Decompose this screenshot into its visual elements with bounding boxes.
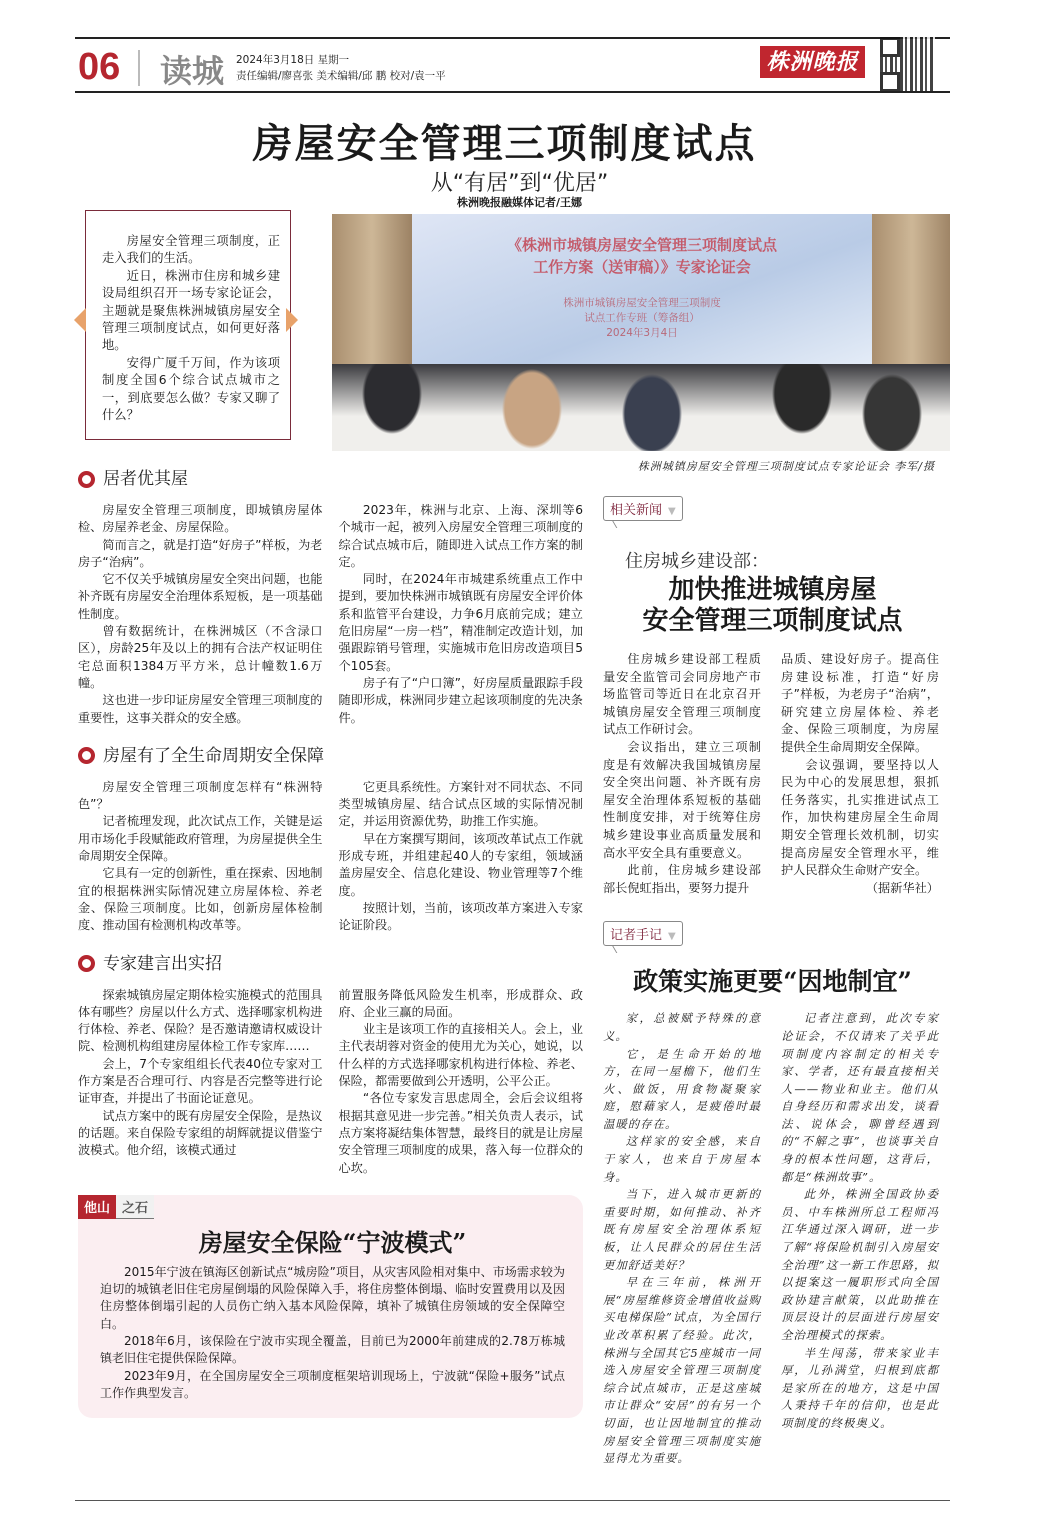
section-1-columns <box>78 502 583 727</box>
arrow-right-icon <box>286 308 298 332</box>
meeting-attendees <box>332 364 950 451</box>
header-rule <box>75 91 950 93</box>
bottom-rule <box>75 1500 950 1501</box>
section-2-columns <box>78 779 583 935</box>
news-title <box>600 575 945 637</box>
paragraph: 试点方案中的既有房屋安全保险，是热议的话题。来自保险专家组的胡辉就提议借鉴宁波模式。他介绍，该模式通过 <box>78 1108 323 1158</box>
paragraph: 它，是生命开始的地方，在同一屋檐下，他们生火、做饭，用食物凝聚家庭，慰藉家人，是疲倦时最温暖的存在。 <box>603 1046 761 1131</box>
bullet-circle-icon <box>78 471 95 488</box>
paragraph: 2015年宁波在镇海区创新试点“城房险”项目，从灾害风险相对集中、市场需求较为迫切的城镇老旧住宅房屋倒塌的风险保障入手，将住房整体倒塌、临时安置费用以及因住房整体倒塌引起的人员伤亡纳入基本风险保障，填补了城镇住房领域的安全保障空白。 <box>100 1264 565 1331</box>
paragraph: 曾有数据统计，在株洲城区（不含渌口区），房龄25年及以上的拥有合法产权证明住宅总面积1384万平方米，总计幢数1.6万幢。 <box>78 624 323 690</box>
paragraph: 2023年9月，在全国房屋安全三项制度框架培训现场上，宁波就“保险+服务”试点工作作典型发言。 <box>100 1368 565 1400</box>
arrow-left-icon <box>74 308 86 332</box>
byline: 株洲晚报融媒体记者/王娜 <box>456 196 583 209</box>
article-subtitle: 从“有居”到“优居” <box>430 171 609 196</box>
paragraph: 房屋安全管理三项制度，即城镇房屋体检、房屋养老金、房屋保险。 <box>78 503 323 535</box>
reporter-note-title: 政策实施更要“因地制宜” <box>633 967 912 997</box>
paragraph: “各位专家发言思虑周全，会后会议组将根据其意见进一步完善。”相关负责人表示，试点方案将凝结集体智慧，最终目的就是让房屋安全管理三项制度的成果，落入每一位群众的心坎。 <box>338 1091 583 1175</box>
paragraph: 2018年6月，该保险在宁波市实现全覆盖，目前已为2000年前建成的2.78万栋城镇老旧住宅提供保险保障。 <box>100 1333 565 1366</box>
meeting-photo <box>332 214 950 451</box>
paragraph: 当下，进入城市更新的重要时期，如何推动、补齐既有房屋安全治理体系短板，让人民群众的居住生活更加舒适美好？ <box>603 1187 761 1272</box>
news-col-2 <box>781 651 939 897</box>
bullet-circle-icon <box>78 955 95 972</box>
section-1-col-2 <box>339 502 584 727</box>
paragraph: 它具有一定的创新性，重在探索、因地制宜的根据株洲实际情况建立房屋体检、养老金、保险三项制度。比如，创新房屋体检制度、推动国有检测机构改革等。 <box>78 866 323 933</box>
paragraph: 此外，株洲全国政协委员、中车株洲所总工程师冯江华通过深入调研，进一步了解“将保险机制引入房屋安全治理”这一新工作思路，拟以提案这一履职形式向全国政协建言献策，以此助推在顶层设计的层面进行房屋安全治理模式的探索。 <box>781 1187 939 1342</box>
heading-text: 居者优其屋 <box>103 469 188 489</box>
box-title: 房屋安全保险“宁波模式” <box>198 1227 467 1257</box>
section-heading-1 <box>78 468 583 490</box>
section-heading-3 <box>78 953 583 975</box>
editor-credits: 责任编辑/廖喜张 美术编辑/邱 鹏 校对/袁一平 <box>236 70 446 82</box>
screen-org-1: 株洲市城镇房屋安全管理三项制度 <box>563 297 721 309</box>
news-source: （据新华社） <box>865 880 939 895</box>
article-title-text: 房屋安全管理三项制度试点 <box>252 121 757 167</box>
paragraph: 同时，在2024年市城建系统重点工作中提到，要加快株洲市城镇既有房屋安全评价体系和监管平台建设，力争6月底前完成；建立危旧房屋“一房一档”，精准制定改造计划，加强跟踪销号管理，实施城市危旧房改造项目5个105套。 <box>338 572 583 673</box>
ningbo-model-box <box>78 1195 583 1418</box>
paragraph: 简而言之，就是打造“好房子”样板，为老房子“治病”。 <box>78 537 323 569</box>
paragraph: 按照计划，当前，该项改革方案进入专家论证阶段。 <box>338 900 583 933</box>
qr-code-icon <box>880 37 935 92</box>
paragraph: 房屋安全管理三项制度，正走入我们的生活。 <box>102 234 280 266</box>
paragraph: 它不仅关乎城镇房屋安全突出问题，也能补齐既有房屋安全治理体系短板，是一项基础性制度。 <box>78 572 323 621</box>
intro-box <box>85 210 291 440</box>
screen-org-2: 试点工作专班（筹备组） <box>584 312 700 324</box>
paragraph: 探索城镇房屋定期体检实施模式的范围具体有哪些？房屋以什么方式、选择哪家机构进行体检、养老、保险？是否邀请邀请权威设计院、检测机构组建房屋体检工作专家库…… <box>78 987 323 1054</box>
section-3-columns <box>78 987 583 1177</box>
tag-part-b: 之石 <box>116 1195 154 1219</box>
screen-title-1: 《株洲市城镇房屋安全管理三项制度试点 <box>506 236 777 254</box>
heading-text: 专家建言出实招 <box>103 953 222 974</box>
box-tag <box>78 1195 565 1219</box>
triangle-down-icon: ▼ <box>668 931 676 943</box>
note-columns <box>600 1010 945 1467</box>
paragraph: 品质、建设好房子。提高住房建设标准，打造“好房子”样板，为老房子“治病”，研究建立房屋体检、养老金、保险三项制度，为房屋提供全生命周期安全保障。 <box>781 652 939 754</box>
section-3-col-2 <box>339 987 584 1177</box>
main-article-body <box>78 468 583 1418</box>
section-2-col-2 <box>339 779 584 935</box>
note-col-1 <box>603 1010 761 1467</box>
section-name: 读城 <box>160 52 225 90</box>
paragraph: 此前，住房城乡建设部部长倪虹指出，要努力提升 <box>603 863 761 895</box>
paragraph: 这样家的安全感，来自于家人，也来自于房屋本身。 <box>603 1134 761 1184</box>
paragraph: 家，总被赋予特殊的意义。 <box>603 1011 761 1043</box>
newspaper-logo: 株洲晚报 <box>760 46 865 78</box>
box-body <box>100 1264 565 1402</box>
paragraph: 安得广厦千万间，作为该项制度全国6个综合试点城市之一，到底要怎么做？专家又聊了什么？ <box>102 355 280 423</box>
paragraph: 2023年，株洲与北京、上海、深圳等6个城市一起，被列入房屋安全管理三项制度的综合试点城市后，随即进入试点工作方案的制定。 <box>338 503 583 569</box>
news-title-line: 安全管理三项制度试点 <box>642 606 903 636</box>
news-columns <box>600 651 945 897</box>
issue-date: 2024年3月18日 星期一 <box>236 54 350 66</box>
paragraph: 这也进一步印证房屋安全管理三项制度的重要性，这事关群众的安全感。 <box>78 693 323 725</box>
paragraph: 早在三年前，株洲开展“房屋维修资金增值收益购买电梯保险”试点，为全国行业改革积累了经验。此次，株洲与全国其它5座城市一同选入房屋安全管理三项制度综合试点城市，正是这座城市让群众“安居”的有另一个切面，也让因地制宜的推动房屋安全管理三项制度实施显得尤为重要。 <box>603 1275 761 1466</box>
paragraph: 房屋安全管理三项制度怎样有“株洲特色”？ <box>78 779 323 812</box>
paragraph: 半生闯荡，带来家业丰厚，儿孙满堂，归根到底都是家所在的地方，这是中国人秉持千年的信仰，也是此项制度的终极奥义。 <box>781 1345 939 1430</box>
note-col-2 <box>781 1010 939 1467</box>
section-1-col-1 <box>78 502 323 727</box>
news-title-line: 加快推进城镇房屋 <box>668 575 877 605</box>
paragraph: 近日，株洲市住房和城乡建设局组织召开一场专家论证会，主题就是聚焦株洲城镇房屋安全管理三项制度试点，如何更好落地。 <box>102 268 280 353</box>
section-heading-2 <box>78 745 583 767</box>
projection-screen <box>412 214 872 364</box>
photo-caption: 株洲城镇房屋安全管理三项制度试点专家论证会 李军/摄 <box>637 460 935 473</box>
curtain <box>332 214 412 364</box>
triangle-down-icon: ▼ <box>668 506 676 517</box>
section-2-col-1 <box>78 779 323 935</box>
paragraph: 会议强调，要坚持以人民为中心的发展思想，狠抓任务落实，扎实推进试点工作，加快构建房屋全生命周期安全管理长效机制，切实提高房屋安全管理水平，维护人民群众生命财产安全。 <box>781 757 939 878</box>
news-col-1 <box>603 651 761 897</box>
article-title <box>0 112 1039 169</box>
reporter-note-tag <box>603 921 683 946</box>
section-3-col-1 <box>78 987 323 1177</box>
paragraph: 业主是该项工作的直接相关人。会上，业主代表胡蓉对资金的使用尤为关心，她说，以什么样的方式选择哪家机构进行体检、养老、保险，都需要做到公开透明，公平公正。 <box>338 1022 583 1089</box>
paragraph: 住房城乡建设部工程质量安全监管司会同房地产市场监管司等近日在北京召开城镇房屋安全管理三项制度试点工作研讨会。 <box>603 652 761 737</box>
paragraph: 前置服务降低风险发生机率，形成群众、政府、企业三赢的局面。 <box>338 987 583 1019</box>
paragraph: 会议指出，建立三项制度是有效解决我国城镇房屋安全突出问题、补齐既有房屋安全治理体系短板的基础性制度安排，对于统筹住房城乡建设事业高质量发展和高水平安全具有重要意义。 <box>603 739 761 860</box>
paragraph: 早在方案撰写期间，该项改革试点工作就形成专班，并组建起40人的专家组，领域涵盖房屋安全、信息化建设、物业管理等7个维度。 <box>338 831 583 898</box>
tag-label: 记者手记 <box>610 928 663 944</box>
news-col-2-paras <box>781 651 939 880</box>
news-subtitle: 住房城乡建设部： <box>625 551 769 572</box>
related-news-tag <box>603 496 683 521</box>
paragraph: 记者注意到，此次专家论证会，不仅请来了关乎此项制度内容制定的相关专家、学者，还有最直接相关人——物业和业主。他们从自身经历和需求出发，谈看法、说体会，聊曾经遇到的“不解之事”，也谈事关自身的根本性问题，这背后，都是“株洲故事”。 <box>781 1011 939 1184</box>
paragraph: 记者梳理发现，此次试点工作，关键是运用市场化手段赋能政府管理，为房屋提供全生命周期安全保障。 <box>78 814 323 864</box>
screen-title-2: 工作方案（送审稿）》专家论证会 <box>533 258 751 276</box>
bullet-circle-icon <box>78 747 95 764</box>
heading-text: 房屋有了全生命周期安全保障 <box>103 745 324 766</box>
paragraph: 会上，7个专家组组长代表40位专家对工作方案是否合理可行、内容是否完整等进行论证审查，并提出了书面论证意见。 <box>78 1056 323 1106</box>
page-number: 06 <box>78 46 121 88</box>
paragraph: 它更具系统性。方案针对不同状态、不同类型城镇房屋、结合试点区域的实际情况制定，并运用资源优势，助推工作实施。 <box>338 779 583 829</box>
tag-label: 相关新闻 <box>610 503 663 518</box>
divider <box>138 50 140 86</box>
paragraph: 房子有了“户口簿”，好房屋质量跟踪手段随即形成，株洲同步建立起该项制度的先决条件。 <box>338 675 583 725</box>
curtain <box>872 214 950 364</box>
top-rule <box>75 37 950 39</box>
right-column <box>600 496 945 1492</box>
tag-part-a: 他山 <box>78 1195 116 1219</box>
screen-date: 2024年3月4日 <box>606 327 678 339</box>
